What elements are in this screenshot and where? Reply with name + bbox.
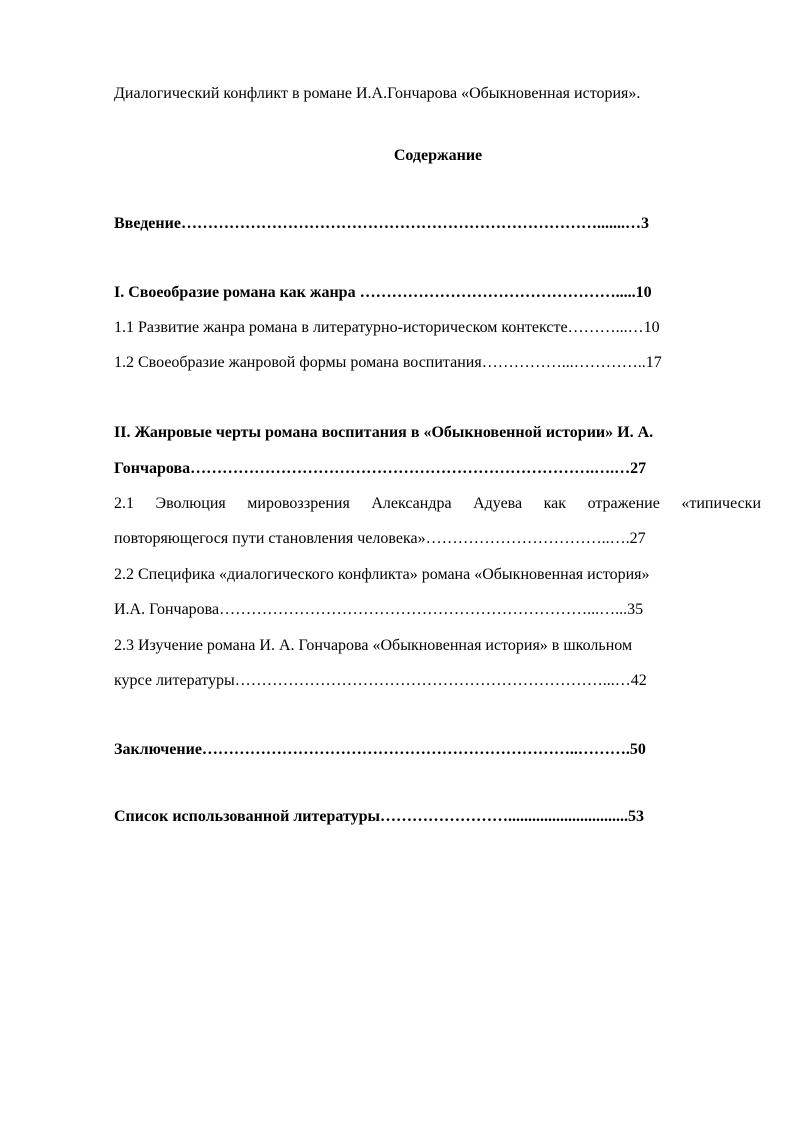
toc-entry-2-1-line-1: 2.1 Эволюция мировоззрения Александра Адуева как отражение «типически — [114, 495, 761, 512]
toc-entry-1-2: 1.2 Своеобразие жанровой формы романа воспитания……………...…………..17 — [114, 354, 662, 371]
document-title: Диалогический конфликт в романе И.А.Гончарова «Обыкновенная история». — [114, 85, 641, 102]
toc-entry-part-2-line-1: II. Жанровые черты романа воспитания в «Обыкновенной истории» И. А. — [114, 424, 654, 441]
toc-entry-2-3-line-1: 2.3 Изучение романа И. А. Гончарова «Обыкновенная история» в школьном — [114, 637, 633, 654]
toc-entry-part-2-line-2: Гончарова………………………………………………………………….….…27 — [114, 460, 647, 477]
toc-entry-part-1: I. Своеобразие романа как жанра ………………………………………….....10 — [114, 284, 652, 301]
toc-entry-1-1: 1.1 Развитие жанра романа в литературно-историческом контексте………...…10 — [114, 319, 660, 336]
toc-entry-introduction: Введение…………………………………………………………………….......…3 — [114, 215, 649, 232]
toc-entry-conclusion: Заключение……………………………………………………………..……….50 — [114, 741, 646, 758]
toc-entry-bibliography: Список использованной литературы……………………..............................53 — [114, 808, 644, 825]
toc-entry-2-2-line-2: И.А. Гончарова……………………………………………………………...…...35 — [114, 601, 644, 618]
toc-entry-2-2-line-1: 2.2 Специфика «диалогического конфликта» романа «Обыкновенная история» — [114, 566, 650, 583]
toc-entry-2-1-line-2: повторяющегося пути становления человека»……………………………..….27 — [114, 530, 646, 547]
contents-heading: Содержание — [393, 147, 483, 164]
toc-entry-2-3-line-2: курсе литературы……………………………………………………………...…42 — [114, 672, 647, 689]
